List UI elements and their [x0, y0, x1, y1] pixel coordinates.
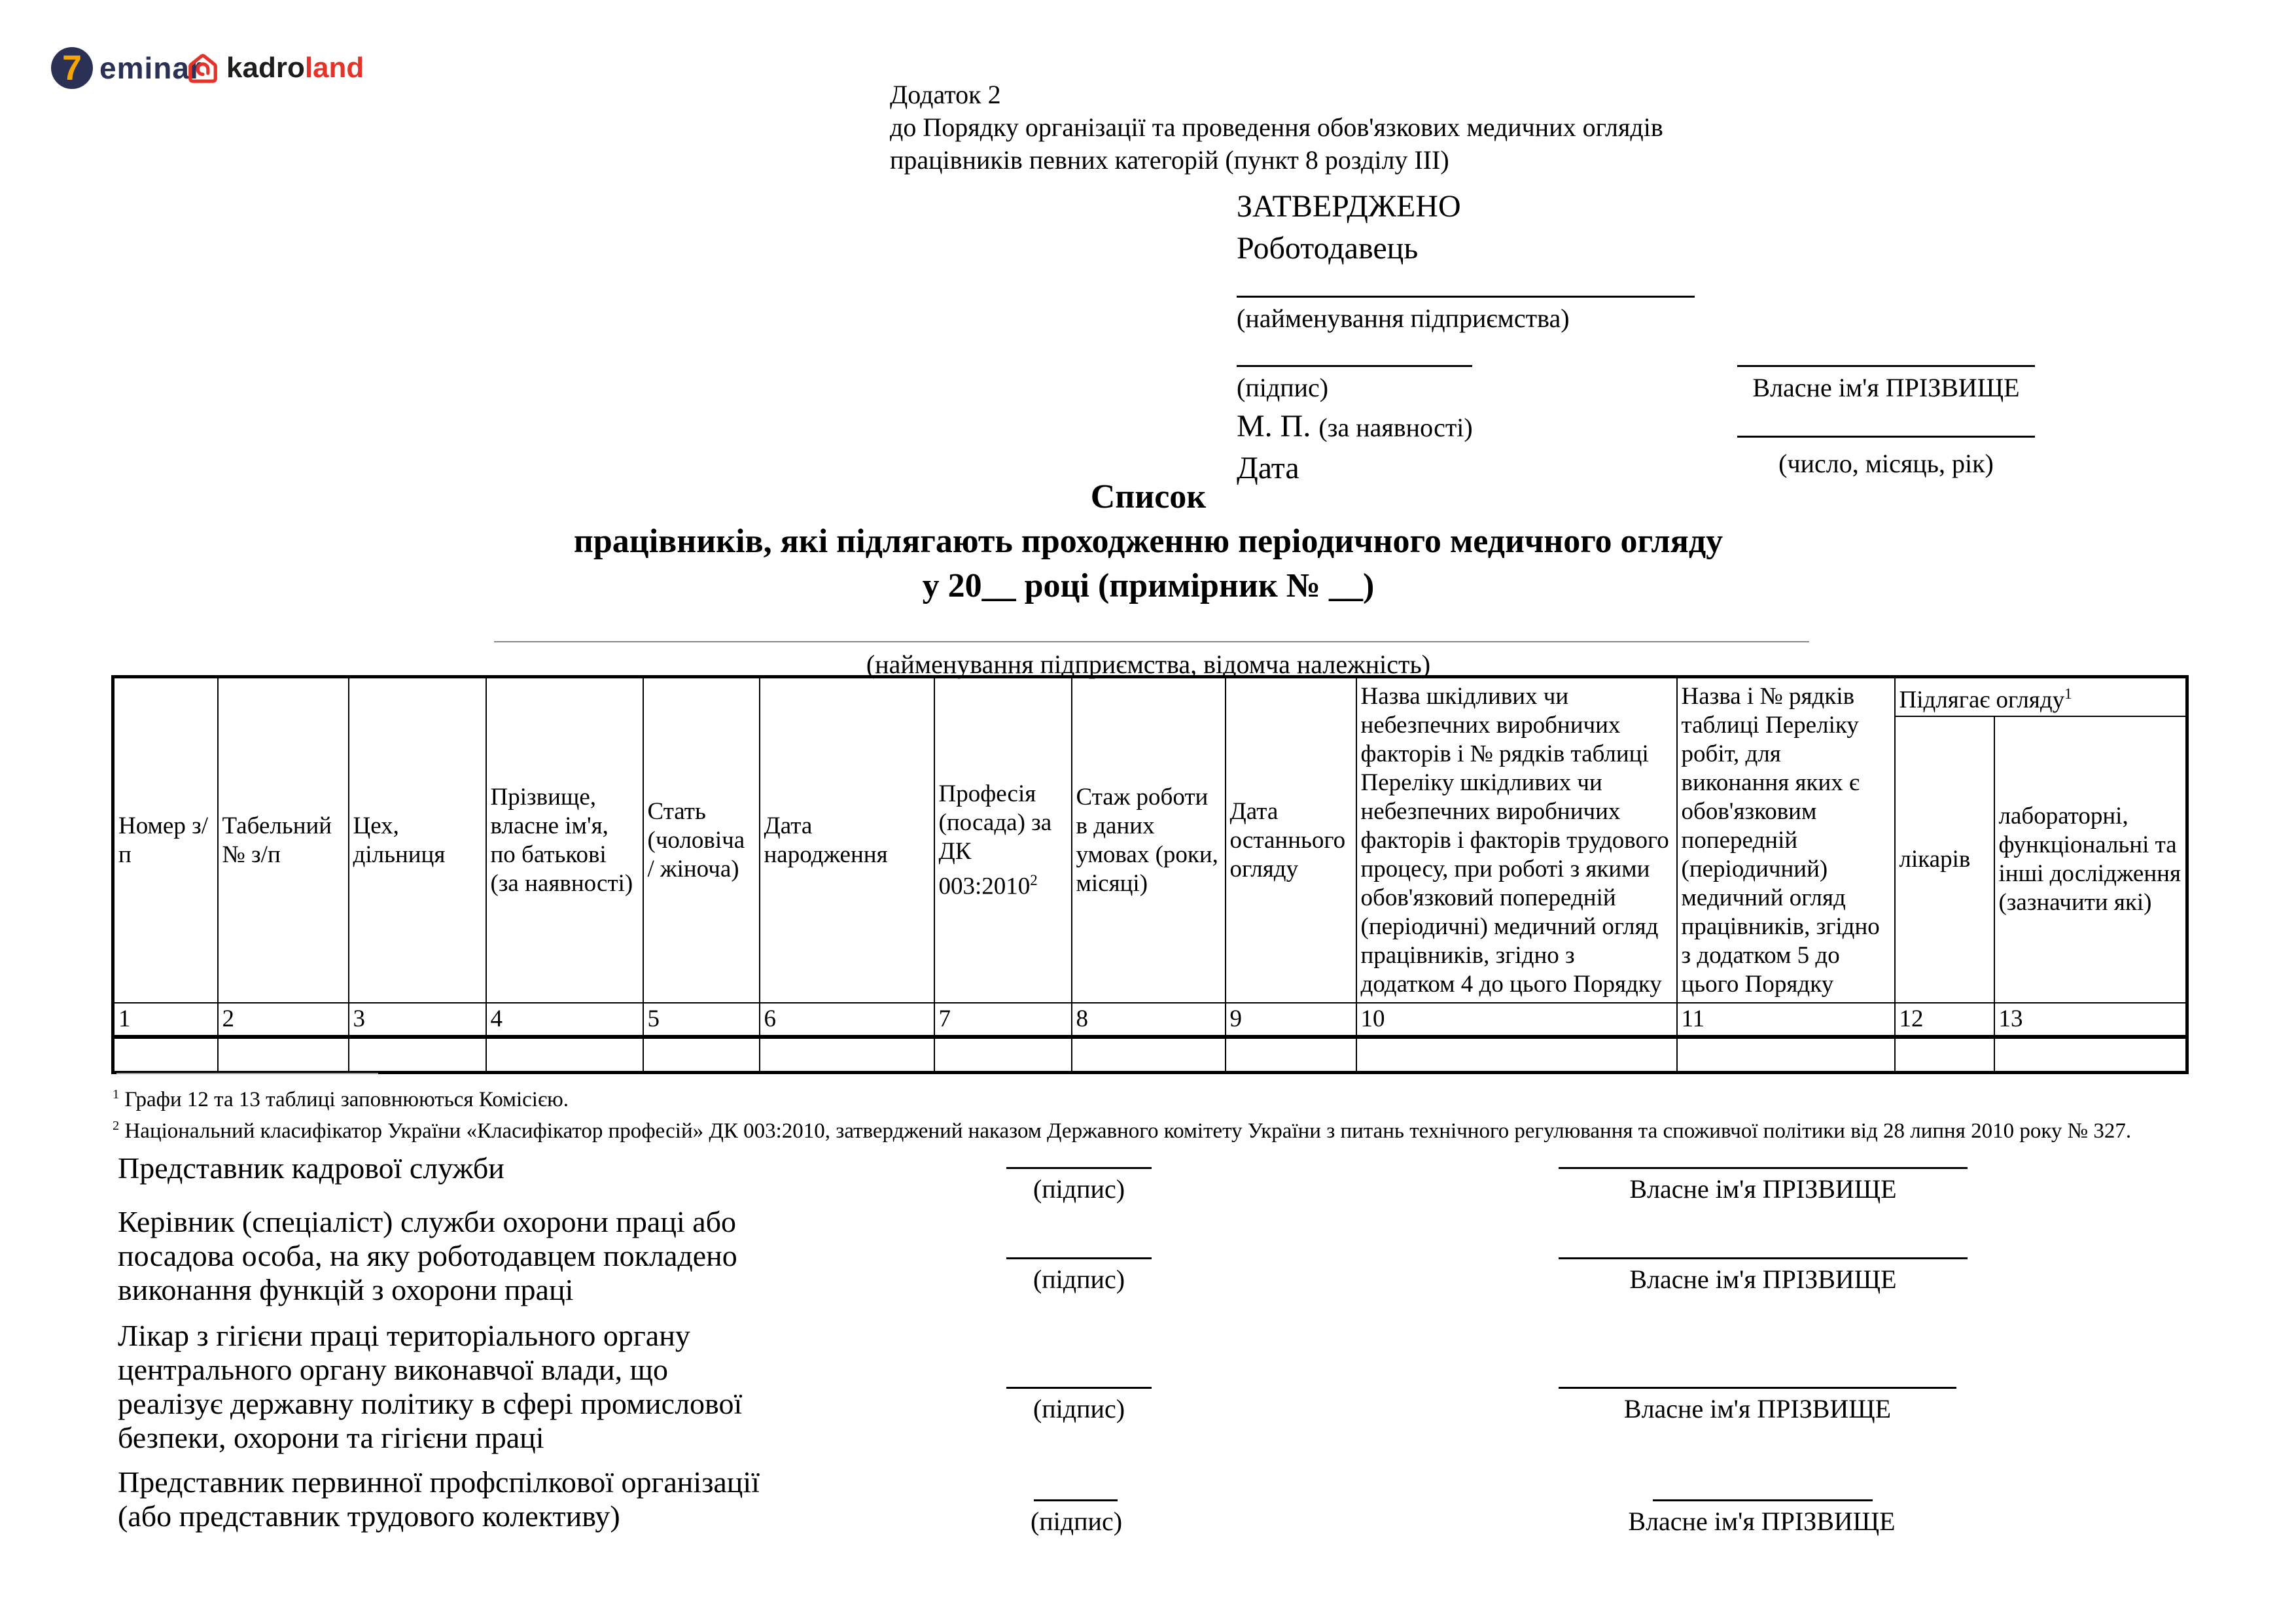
kadroland-logo-text: kadroland: [226, 52, 364, 84]
title-line: у 20__ році (примірник № __): [922, 567, 1375, 604]
appendix-line: Додаток 2: [890, 80, 1001, 109]
column-number-row: [113, 1003, 2187, 1037]
table-empty-cell: [1226, 1037, 1356, 1072]
signatory-label-safety-officer: Керівник (спеціаліст) служби охорони праці або посадова особа, на яку роботодавцем покладено виконання функцій з охорони праці: [118, 1205, 737, 1306]
company-name-blank-line: [1237, 296, 1695, 298]
table-empty-cell: [1072, 1037, 1226, 1072]
title-caption: (найменування підприємства, відомча належність): [866, 650, 1431, 679]
footnote-1: $^1$ Графи 12 та 13 таблиці заповнюються Комісією.: [113, 1087, 569, 1111]
column-number: 8: [1072, 1003, 1226, 1037]
seal-note: (за наявності): [1318, 413, 1473, 442]
signature-caption: (підпис): [1033, 1265, 1125, 1294]
workers-table: [111, 675, 2189, 1074]
table-empty-cell: [349, 1037, 486, 1072]
approved-label: ЗАТВЕРДЖЕНО: [1237, 189, 1461, 224]
col-header-experience: Стаж роботи в даних умовах (роки, місяці): [1072, 677, 1226, 1003]
col-header-number: Номер з/п: [113, 677, 218, 1003]
footnote-ref-1: 1: [2064, 686, 2072, 702]
signature-blank-line: [1006, 1257, 1152, 1259]
col-header-harmful-factors: Назва шкідливих чи небезпечних виробничих факторів і № рядків таблиці Переліку шкідливих чи небезпечних виробничих факторів і факторів трудового процесу, при роботі з якими обов'язковий попередній (періодичні) медичний огляд працівників, згідно з додатком 4 до цього Порядку: [1356, 677, 1677, 1003]
col-header-fullname: Прізвище, власне ім'я, по батькові (за наявності): [486, 677, 643, 1003]
col-header-birthdate: Дата народження: [760, 677, 934, 1003]
employer-label: Роботодавець: [1237, 231, 1419, 266]
table-empty-cell: [113, 1037, 218, 1072]
signature-caption: (підпис): [1033, 1394, 1125, 1423]
column-number: 3: [349, 1003, 486, 1037]
signatory-label-hr: Представник кадрової служби: [118, 1151, 504, 1185]
seminar-logo: [51, 47, 202, 89]
seminar-logo-text: eminar: [99, 51, 202, 85]
table-empty-cell: [486, 1037, 643, 1072]
approval-signature-blank-line: [1237, 365, 1472, 367]
table-empty-cell: [1677, 1037, 1895, 1072]
seminar-logo-icon: 7: [51, 47, 93, 89]
kadroland-house-icon: [185, 50, 221, 86]
empty-data-row: [113, 1037, 2187, 1072]
seal-row: [1237, 408, 1473, 446]
col-header-shop: Цех, дільниця: [349, 677, 486, 1003]
col-header-subject-to-exam: Підлягає огляду$^1$: [1895, 677, 2187, 717]
footnote-separator: [116, 1073, 378, 1074]
name-caption: Власне ім'я ПРІЗВИЩЕ: [1623, 1394, 1892, 1423]
company-fill-rule: [494, 641, 1809, 642]
signature-caption: (підпис): [1030, 1507, 1123, 1536]
name-blank-line: [1559, 1387, 1956, 1389]
table-empty-cell: [643, 1037, 760, 1072]
column-number: 2: [218, 1003, 349, 1037]
col-header-last-exam-date: Дата останнього огляду: [1226, 677, 1356, 1003]
column-number: 10: [1356, 1003, 1677, 1037]
signature-caption: (підпис): [1033, 1174, 1125, 1204]
table-empty-cell: [218, 1037, 349, 1072]
col-header-personnel-number: Табельний № з/п: [218, 677, 349, 1003]
column-number: 13: [1994, 1003, 2187, 1037]
table-empty-cell: [1895, 1037, 1994, 1072]
column-number: 11: [1677, 1003, 1895, 1037]
col-header-doctors: лікарів: [1895, 716, 1994, 1003]
footnote-2: $^2$ Національний класифікатор України «Класифікатор професій» ДК 003:2010, затверджений наказом Державного комітету України з питань технічного регулювання та споживчої політики від 28 липня 2010 року № 327.: [113, 1119, 2132, 1143]
page-title: [111, 475, 2185, 608]
signatory-label-hygiene-doctor: Лікар з гігієни праці територіального органу центрального органу виконавчої влади, що реалізує державну політику в сфері промислової безпеки, охорони та гігієни праці: [118, 1319, 743, 1454]
table-empty-cell: [934, 1037, 1072, 1072]
name-caption: Власне ім'я ПРІЗВИЩЕ: [1628, 1507, 1896, 1536]
col-header-sex: Стать (чоловіча / жіноча): [643, 677, 760, 1003]
name-blank-line: [1559, 1167, 1968, 1169]
approval-date-blank-line: [1737, 436, 2035, 438]
table-empty-cell: [760, 1037, 934, 1072]
approval-name-caption: Власне ім'я ПРІЗВИЩЕ: [1752, 373, 2020, 402]
approval-name-blank-line: [1737, 365, 2035, 367]
name-blank-line: [1559, 1257, 1968, 1259]
column-number: 6: [760, 1003, 934, 1037]
name-caption: Власне ім'я ПРІЗВИЩЕ: [1629, 1265, 1897, 1294]
appendix-line: працівників певних категорій (пункт 8 розділу III): [890, 145, 1449, 175]
name-caption: Власне ім'я ПРІЗВИЩЕ: [1629, 1174, 1897, 1204]
signature-blank-line: [1006, 1167, 1152, 1169]
column-number: 9: [1226, 1003, 1356, 1037]
title-line: працівників, які підлягають проходженню періодичного медичного огляду: [573, 523, 1723, 560]
signatory-label-union-representative: Представник первинної профспілкової організації (або представник трудового колективу): [118, 1465, 760, 1533]
col-header-profession: Професія (посада) за ДК 003:2010$^2$: [934, 677, 1072, 1003]
column-number: 7: [934, 1003, 1072, 1037]
seal-label: М. П.: [1237, 409, 1311, 444]
company-name-caption: (найменування підприємства): [1237, 304, 1570, 333]
name-blank-line: [1653, 1499, 1873, 1501]
date-label: Дата: [1237, 451, 1299, 485]
footnote-ref-2: 2: [1030, 872, 1038, 888]
table-empty-cell: [1994, 1037, 2187, 1072]
approval-date-caption: (число, місяць, рік): [1778, 449, 1994, 478]
column-number: 5: [643, 1003, 760, 1037]
appendix-reference: [890, 79, 1871, 177]
signature-blank-line: [1006, 1387, 1152, 1389]
col-header-works-list: Назва і № рядків таблиці Переліку робіт, для виконання яких є обов'язковим попередній (періодичний) медичний огляд працівників, згідно з додатком 5 до цього Порядку: [1677, 677, 1895, 1003]
col-header-lab-tests: лабораторні, функціональні та інші дослідження (зазначити які): [1994, 716, 2187, 1003]
column-number: 1: [113, 1003, 218, 1037]
appendix-line: до Порядку організації та проведення обов'язкових медичних оглядів: [890, 113, 1663, 142]
table-empty-cell: [1356, 1037, 1677, 1072]
signature-blank-line: [1034, 1499, 1118, 1501]
column-number: 12: [1895, 1003, 1994, 1037]
kadroland-logo: [185, 50, 364, 86]
title-line: Список: [1090, 478, 1207, 515]
column-number: 4: [486, 1003, 643, 1037]
approval-signature-caption: (підпис): [1237, 373, 1329, 402]
